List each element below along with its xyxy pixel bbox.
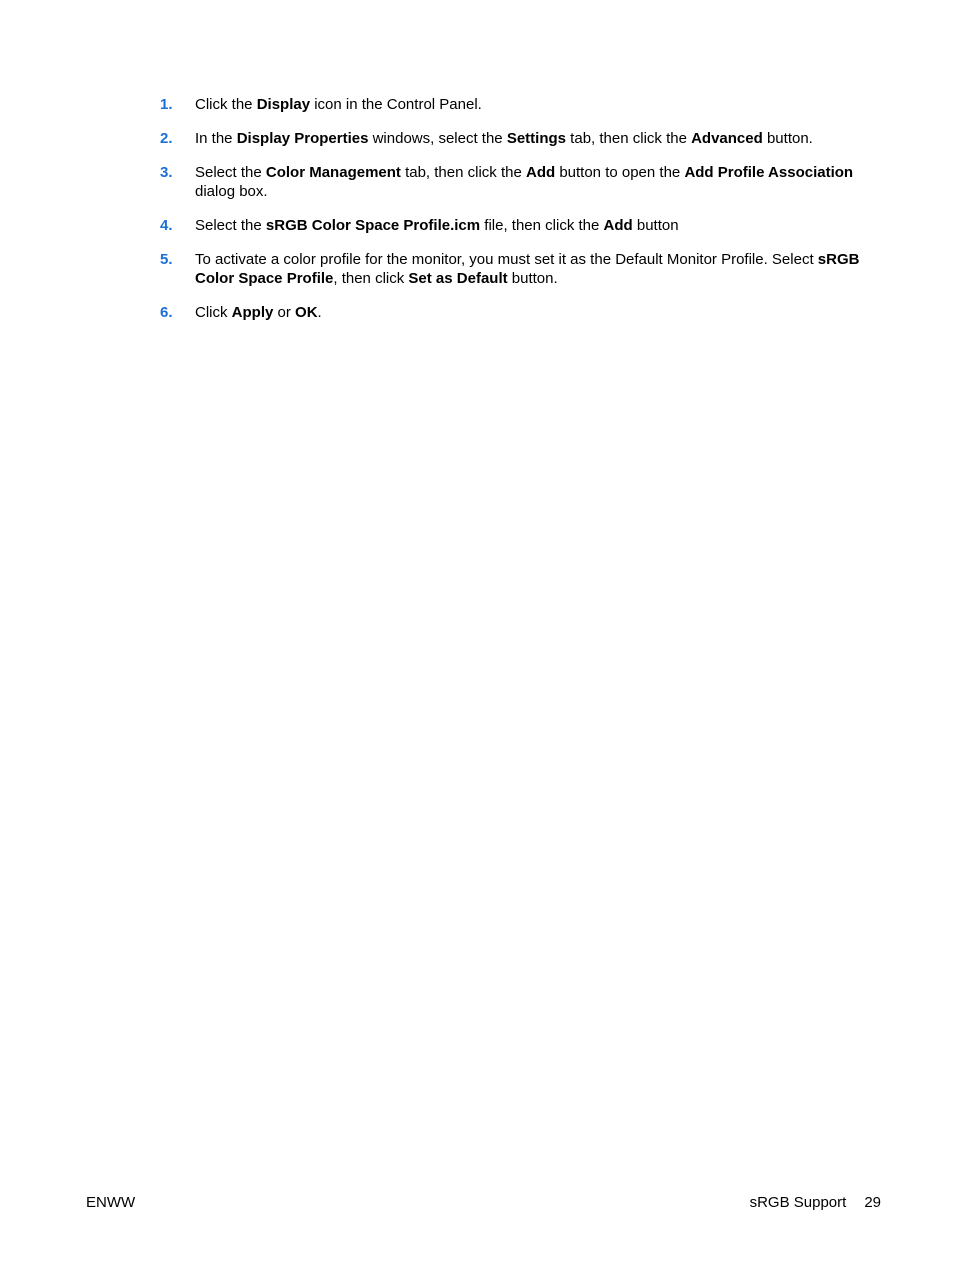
step-text: Click the Display icon in the Control Panel. <box>195 96 482 113</box>
step-item <box>0 303 954 322</box>
step-item <box>0 95 954 114</box>
step-number: 1. <box>160 96 173 113</box>
step-item <box>0 216 954 235</box>
footer-right <box>750 1193 881 1212</box>
step-number: 4. <box>160 217 173 234</box>
step-item <box>0 250 954 288</box>
step-text: To activate a color profile for the monitor, you must set it as the Default Monitor Profile. Select sRGB Color Space Profile, then click Set as Default button. <box>195 251 860 287</box>
step-number: 2. <box>160 130 173 147</box>
instruction-steps <box>0 95 954 337</box>
step-item <box>0 163 954 201</box>
footer-section-title: sRGB Support <box>749 1194 847 1211</box>
step-text: Click Apply or OK. <box>195 304 322 321</box>
step-text: Select the sRGB Color Space Profile.icm file, then click the Add button <box>195 217 679 234</box>
step-text: In the Display Properties windows, select the Settings tab, then click the Advanced button. <box>195 130 813 147</box>
footer-left-label: ENWW <box>86 1194 136 1211</box>
page-number: 29 <box>864 1194 881 1211</box>
step-number: 5. <box>160 251 173 268</box>
step-text: Select the Color Management tab, then click the Add button to open the Add Profile Association dialog box. <box>195 164 854 200</box>
step-number: 6. <box>160 304 173 321</box>
step-number: 3. <box>160 164 173 181</box>
step-item <box>0 129 954 148</box>
